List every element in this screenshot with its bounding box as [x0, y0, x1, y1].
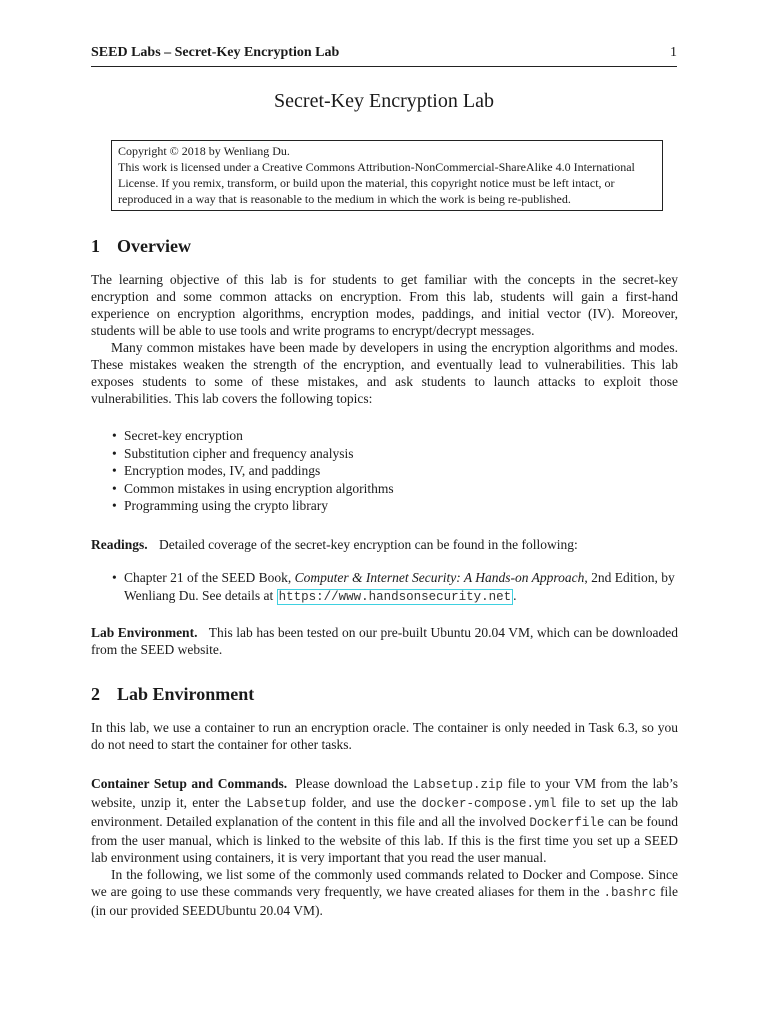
list-item: • Secret-key encryption	[112, 427, 672, 445]
labsetup-zip-code: Labsetup.zip	[413, 778, 504, 792]
section-title: Overview	[117, 236, 191, 256]
docker-compose-code: docker-compose.yml	[421, 797, 557, 811]
list-item: • Common mistakes in using encryption algorithms	[112, 480, 672, 498]
running-title: SEED Labs – Secret-Key Encryption Lab	[91, 45, 340, 60]
container-setup-label: Container Setup and Commands.	[91, 776, 288, 791]
container-setup-paragraph	[91, 775, 678, 866]
lab-environment-paragraph	[91, 624, 678, 658]
readings-list	[112, 569, 678, 606]
readings-text: Detailed coverage of the secret-key encryption can be found in the following:	[159, 537, 578, 552]
document-title: Secret-Key Encryption Lab	[274, 90, 494, 112]
lab-environment-intro-text: In this lab, we use a container to run an encryption oracle. The container is only needed in Task 6.3, so you do not need to start the container for other tasks.	[91, 720, 678, 752]
overview-paragraphs	[91, 271, 678, 407]
list-item: • Substitution cipher and frequency analysis	[112, 445, 672, 463]
section-title: Lab Environment	[117, 684, 255, 704]
section-heading-overview	[91, 236, 191, 257]
bashrc-code: .bashrc	[603, 886, 657, 900]
setup-text: folder, and use the	[306, 795, 422, 810]
setup-text: Please download the	[295, 776, 414, 791]
topics-list	[112, 427, 672, 515]
section-heading-lab-environment	[91, 684, 254, 705]
commands-text: file (in our provided SEEDUbuntu 20.04 VM).	[91, 884, 678, 918]
commands-text: In the following, we list some of the commonly used commands related to Docker and Compose. Since we are going to use these commands very frequently, we have created aliases for them in the	[91, 867, 678, 899]
lab-environment-intro	[91, 719, 678, 753]
section-number: 2	[91, 684, 100, 704]
lab-environment-text: This lab has been tested on our pre-built Ubuntu 20.04 VM, which can be downloaded from the SEED website.	[91, 625, 679, 657]
readings-paragraph	[91, 536, 678, 553]
list-item: • Encryption modes, IV, and paddings	[112, 462, 672, 480]
page-number: 1	[670, 45, 677, 60]
reading-text: .	[513, 587, 517, 603]
handsonsecurity-link[interactable]: https://www.handsonsecurity.net	[278, 589, 512, 604]
labsetup-folder-code: Labsetup	[246, 797, 307, 811]
setup-text: can be found from the user manual, which is linked to the website of this lab. If this is the first time you set up a SEED lab environment using containers, it is very important that you read the user manual.	[91, 814, 678, 865]
running-header	[91, 44, 677, 67]
commands-paragraph	[91, 866, 678, 919]
reading-text: , 2nd Edition, by Wenliang Du. See details at	[124, 570, 675, 603]
overview-paragraph-2: Many common mistakes have been made by developers in using the encryption algorithms and modes. These mistakes weaken the strength of the encryption, and eventually lead to vulnerabilities. This lab exposes students to some of these mistakes, and ask students to launch attacks to exploit those vulnerabilities. This lab covers the following topics:	[91, 340, 678, 406]
readings-label: Readings.	[91, 537, 148, 552]
container-setup-paragraphs	[91, 775, 678, 919]
book-title: Computer & Internet Security: A Hands-on Approach	[294, 570, 585, 585]
copyright-line: Copyright © 2018 by Wenliang Du.	[118, 144, 290, 158]
list-item	[112, 569, 678, 606]
license-text: This work is licensed under a Creative Commons Attribution-NonCommercial-ShareAlike 4.0 International License. If you remix, transform, or build upon the material, this copyright notice must be left intact, or reproduced in a way that is reasonable to the medium in which the work is being re-published.	[118, 160, 635, 206]
reading-text: Chapter 21 of the SEED Book,	[124, 570, 295, 585]
setup-text: file to set up the lab environment. Detailed explanation of the content in this file and all the involved	[91, 795, 678, 829]
dockerfile-code: Dockerfile	[529, 816, 605, 830]
section-number: 1	[91, 236, 100, 256]
list-item: • Programming using the crypto library	[112, 497, 672, 515]
overview-paragraph-1: The learning objective of this lab is for students to get familiar with the concepts in the secret-key encryption and some common attacks on encryption. From this lab, students will gain a first-hand experience on encryption algorithms, encryption modes, paddings, and initial vector (IV). Moreover, students will be able to use tools and write programs to encrypt/decrypt messages.	[91, 272, 678, 338]
copyright-box	[111, 140, 663, 211]
setup-text: file to your VM from the lab’s website, unzip it, enter the	[91, 776, 678, 810]
lab-environment-label: Lab Environment.	[91, 625, 198, 640]
